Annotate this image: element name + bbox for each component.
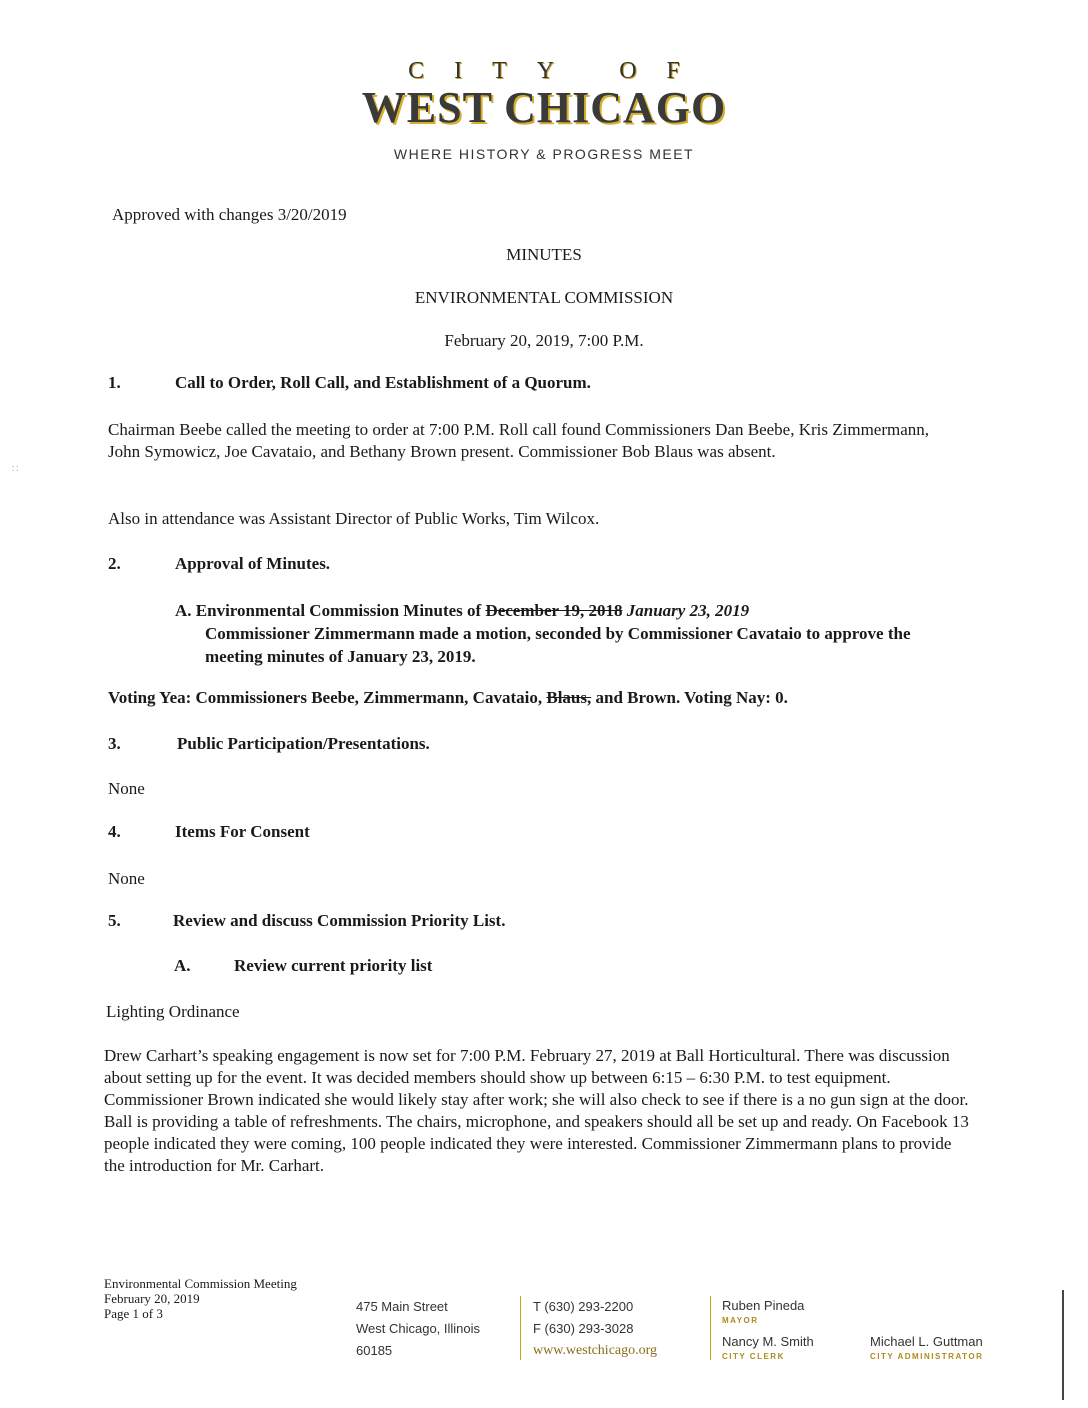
- administrator-name: Michael L. Guttman: [870, 1334, 983, 1349]
- mayor-block: [722, 1298, 804, 1328]
- mayor-role: MAYOR: [722, 1316, 759, 1325]
- section-title: Review and discuss Commission Priority List.: [173, 911, 506, 930]
- phone-number: T (630) 293-2200: [533, 1299, 634, 1314]
- section-3-body: None: [108, 779, 145, 798]
- section-number: 5.: [108, 911, 121, 930]
- approval-note: Approved with changes 3/20/2019: [112, 205, 347, 224]
- corrected-date: January 23, 2019: [626, 601, 750, 620]
- section-2-heading: [0, 554, 1088, 578]
- section-5-heading: [0, 911, 1088, 935]
- mayor-name: Ruben Pineda: [722, 1298, 805, 1313]
- letterhead-city-of: CITY OF: [408, 58, 710, 84]
- footer-contact: [533, 1296, 657, 1362]
- vote-suffix: and Brown. Voting Nay: 0.: [595, 688, 788, 707]
- footer-address: [356, 1296, 480, 1362]
- letterhead-city-name: WEST CHICAGO: [361, 83, 727, 132]
- item-prefix: Environmental Commission Minutes of: [195, 601, 482, 620]
- section-title: Items For Consent: [175, 822, 310, 841]
- subsection-title: Review current priority list: [234, 956, 433, 975]
- footer-line: February 20, 2019: [104, 1291, 200, 1306]
- footer-line: Page 1 of 3: [104, 1306, 163, 1321]
- letterhead-tagline: WHERE HISTORY & PROGRESS MEET: [393, 146, 695, 162]
- vote-prefix: Voting Yea: Commissioners Beebe, Zimmermann, Cavataio,: [108, 688, 543, 707]
- address-line: West Chicago, Illinois: [356, 1321, 481, 1336]
- struck-date: December 19, 2018: [485, 601, 623, 620]
- section-title: Public Participation/Presentations.: [177, 734, 430, 753]
- motion-text: Commissioner Zimmermann made a motion, seconded by Commissioner Cavataio to approve the meeting minutes of January 23, 2019.: [205, 624, 911, 666]
- section-number: 4.: [108, 822, 121, 841]
- roll-call-paragraph: Chairman Beebe called the meeting to order at 7:00 P.M. Roll call found Commissioners Dan Beebe, Kris Zimmermann, John Symowicz, Joe Cavataio, and Bethany Brown present. Commissioner Bob Blaus was absent.: [108, 420, 930, 461]
- carhart-paragraph: Drew Carhart’s speaking engagement is now set for 7:00 P.M. February 27, 2019 at Ball Horticultural. There was discussion about setting up for the event. It was decided members should show up between 6:15 – 6:30 P.M. to test equipment. Commissioner Brown indicated she would likely stay after work; she will also check to see if there is a no gun sign at the door. Ball is providing a table of refreshments. The chairs, microphone, and speakers should all be set up and ready. On Facebook 13 people indicated they were coming, 100 people indicated they were interested. Commissioner Zimmermann plans to provide the introduction for Mr. Carhart.: [104, 1046, 969, 1175]
- commission-name: ENVIRONMENTAL COMMISSION: [414, 288, 674, 307]
- margin-mark: ∷: [12, 464, 19, 475]
- administrator-role: CITY ADMINISTRATOR: [870, 1352, 984, 1361]
- document-title: MINUTES: [506, 245, 582, 264]
- clerk-role: CITY CLERK: [722, 1352, 785, 1361]
- meeting-date: February 20, 2019, 7:00 P.M.: [444, 331, 644, 350]
- address-line: 475 Main Street: [356, 1299, 448, 1314]
- footer-divider: [520, 1296, 521, 1360]
- administrator-block: [870, 1334, 983, 1364]
- section-title: Approval of Minutes.: [175, 554, 331, 573]
- footer-divider: [710, 1296, 711, 1360]
- footer-meeting-info: [104, 1276, 297, 1321]
- address-line: 60185: [356, 1343, 393, 1358]
- item-label: A.: [175, 601, 192, 620]
- subsection-label: A.: [174, 956, 191, 975]
- vote-struck-name: Blaus,: [546, 688, 592, 707]
- attendance-paragraph: Also in attendance was Assistant Director of Public Works, Tim Wilcox.: [108, 509, 600, 528]
- footer-line: Environmental Commission Meeting: [104, 1276, 297, 1291]
- minutes-item-a: [175, 599, 935, 622]
- section-number: 2.: [108, 554, 121, 573]
- section-number: 1.: [108, 373, 121, 392]
- section-5a-heading: [0, 956, 1088, 980]
- scan-edge-line: [1062, 1290, 1064, 1400]
- section-title: Call to Order, Roll Call, and Establishment of a Quorum.: [175, 373, 591, 392]
- website-link[interactable]: www.westchicago.org: [533, 1343, 658, 1358]
- fax-number: F (630) 293-3028: [533, 1321, 634, 1336]
- vote-line: [108, 688, 988, 708]
- lighting-ordinance-label: Lighting Ordinance: [106, 1002, 240, 1021]
- section-1-heading: [0, 373, 1088, 397]
- clerk-name: Nancy M. Smith: [722, 1334, 814, 1349]
- clerk-block: [722, 1334, 814, 1364]
- section-number: 3.: [108, 734, 121, 753]
- section-4-heading: [0, 822, 1088, 846]
- section-4-body: None: [108, 869, 145, 888]
- section-3-heading: [0, 734, 1088, 758]
